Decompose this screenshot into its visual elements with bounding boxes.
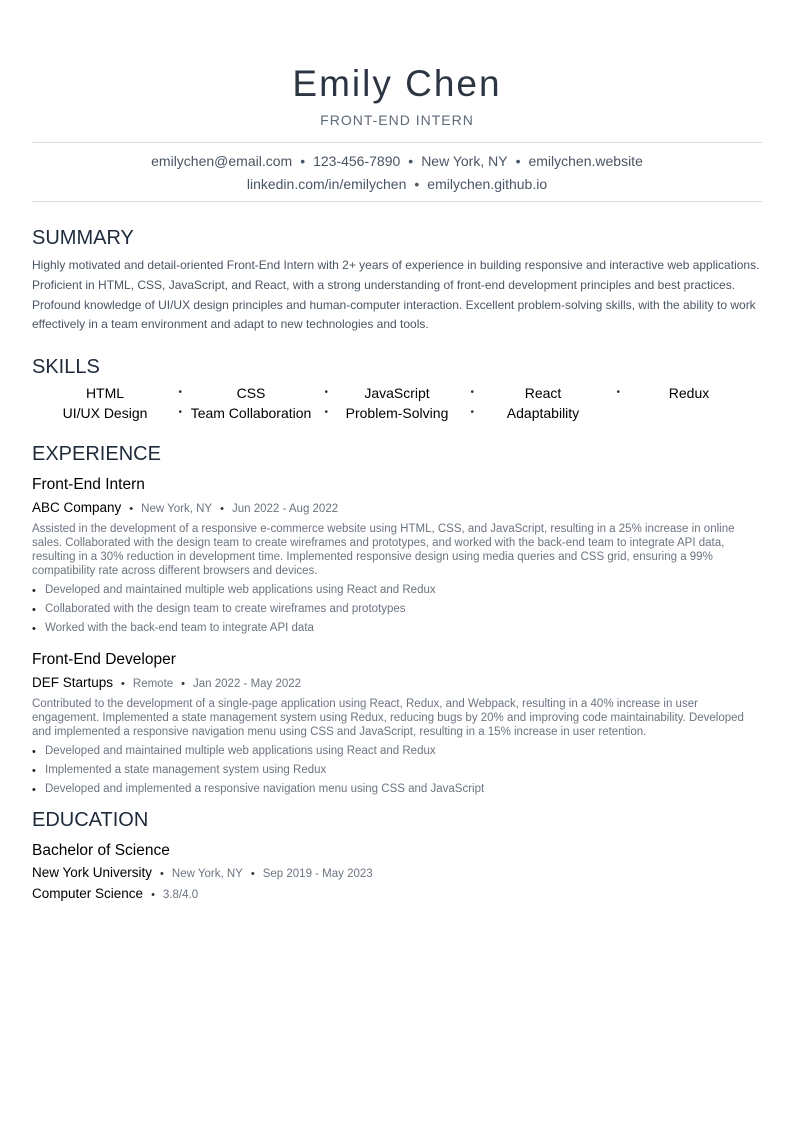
job-company: DEF Startups bbox=[32, 675, 114, 690]
summary-text: Highly motivated and detail-oriented Front-End Intern with 2+ years of experience in building responsive and interactive web applications. Proficient in HTML, CSS, JavaScript, and React, with a strong understanding of front-end development principles and best practices. Profound knowledge of UI/UX design principles and human-computer interaction. Excellent problem-solving skills, with the ability to work effectively in a team environment and adapt to new technologies and tools. bbox=[32, 258, 760, 332]
divider-top bbox=[32, 142, 762, 143]
summary-section bbox=[32, 226, 762, 335]
job-bullet: • Developed and maintained multiple web applications using React and Redux bbox=[32, 742, 762, 761]
education-major: Computer Science bbox=[32, 886, 144, 901]
job-meta bbox=[32, 674, 762, 693]
summary-heading: SUMMARY bbox=[32, 227, 134, 249]
meta-separator: • bbox=[129, 503, 134, 515]
contact-separator: • bbox=[414, 176, 420, 192]
meta-separator: • bbox=[160, 868, 164, 880]
contact-block bbox=[32, 150, 762, 196]
divider-bottom bbox=[32, 201, 762, 202]
experience-heading: EXPERIENCE bbox=[32, 443, 161, 465]
education-school-line bbox=[32, 864, 762, 883]
contact-line-1 bbox=[32, 150, 762, 173]
contact-website[interactable]: emilychen.website bbox=[528, 153, 643, 169]
meta-separator: • bbox=[181, 678, 186, 690]
skill-item: Problem-Solving • bbox=[324, 403, 470, 423]
skills-section bbox=[32, 355, 762, 423]
education-entry bbox=[32, 842, 762, 904]
contact-phone[interactable]: 123-456-7890 bbox=[313, 153, 401, 169]
meta-separator: • bbox=[151, 889, 155, 901]
job-dates: Jun 2022 - Aug 2022 bbox=[231, 503, 339, 515]
job-company: ABC Company bbox=[32, 500, 122, 515]
skill-item: UI/UX Design • bbox=[32, 403, 178, 423]
job-dates: Jan 2022 - May 2022 bbox=[193, 678, 302, 690]
job-description: Assisted in the development of a responsive e-commerce website using HTML, CSS, and JavaScript, resulting in a 25% increase in online sales. Collaborated with the design team to create wireframes and prototypes, and worked with the back-end team to integrate API data, resulting in a 30% reduction in development time. Implemented responsive design using media queries and CSS grid, ensuring a 99% compatibility rate across different browsers and devices. bbox=[32, 523, 735, 577]
meta-separator: • bbox=[121, 678, 125, 690]
job-entry bbox=[32, 651, 762, 799]
skill-item: Team Collaboration • bbox=[178, 403, 324, 423]
contact-line-2 bbox=[32, 173, 762, 196]
contact-linkedin[interactable]: linkedin.com/in/emilychen bbox=[246, 176, 407, 192]
contact-github[interactable]: emilychen.github.io bbox=[427, 176, 548, 192]
job-location: Remote bbox=[132, 678, 174, 690]
candidate-title: FRONT-END INTERN bbox=[320, 112, 474, 128]
resume-header bbox=[0, 0, 794, 128]
contact-location: New York, NY bbox=[421, 153, 508, 169]
skills-heading: SKILLS bbox=[32, 356, 100, 378]
job-bullets bbox=[32, 742, 762, 799]
job-entry bbox=[32, 476, 762, 638]
job-meta bbox=[32, 499, 762, 518]
contact-separator: • bbox=[300, 153, 306, 169]
education-major-line bbox=[32, 885, 762, 904]
education-dates: Sep 2019 - May 2023 bbox=[262, 868, 373, 880]
job-bullet: • Developed and maintained multiple web applications using React and Redux bbox=[32, 581, 762, 600]
skill-item: Redux bbox=[668, 385, 710, 401]
skill-item: Adaptability bbox=[506, 405, 580, 421]
education-gpa: 3.8/4.0 bbox=[162, 889, 199, 901]
job-location: New York, NY bbox=[141, 503, 213, 515]
contact-separator: • bbox=[408, 153, 414, 169]
education-degree: Bachelor of Science bbox=[32, 842, 170, 859]
skill-item: HTML • bbox=[32, 383, 178, 403]
experience-section bbox=[32, 442, 762, 799]
contact-separator: • bbox=[515, 153, 521, 169]
candidate-name: Emily Chen bbox=[292, 63, 502, 104]
job-bullet: • Developed and implemented a responsive navigation menu using CSS and JavaScript bbox=[32, 780, 762, 799]
contact-email[interactable]: emilychen@email.com bbox=[151, 153, 293, 169]
skill-item: JavaScript • bbox=[324, 383, 470, 403]
job-title: Front-End Intern bbox=[32, 476, 145, 493]
job-title: Front-End Developer bbox=[32, 651, 176, 668]
education-location: New York, NY bbox=[171, 868, 243, 880]
meta-separator: • bbox=[250, 868, 255, 880]
job-bullet: • Collaborated with the design team to create wireframes and prototypes bbox=[32, 600, 762, 619]
skills-grid bbox=[32, 383, 762, 423]
job-bullets bbox=[32, 581, 762, 638]
skill-item: React • bbox=[470, 383, 616, 403]
job-description: Contributed to the development of a single-page application using React, Redux, and Webpack, resulting in a 40% increase in user engagement. Implemented a state management system using Redux, reducing bugs by 20% and improving code maintainability. Developed and implemented a responsive navigation menu using CSS and JavaScript, resulting in a 15% increase in user retention. bbox=[32, 698, 744, 738]
education-heading: EDUCATION bbox=[32, 809, 149, 831]
education-school: New York University bbox=[32, 865, 153, 880]
education-section bbox=[32, 808, 762, 904]
meta-separator: • bbox=[220, 503, 224, 515]
job-bullet: • Implemented a state management system using Redux bbox=[32, 761, 762, 780]
job-bullet: • Worked with the back-end team to integrate API data bbox=[32, 619, 762, 638]
skill-item: CSS • bbox=[178, 383, 324, 403]
